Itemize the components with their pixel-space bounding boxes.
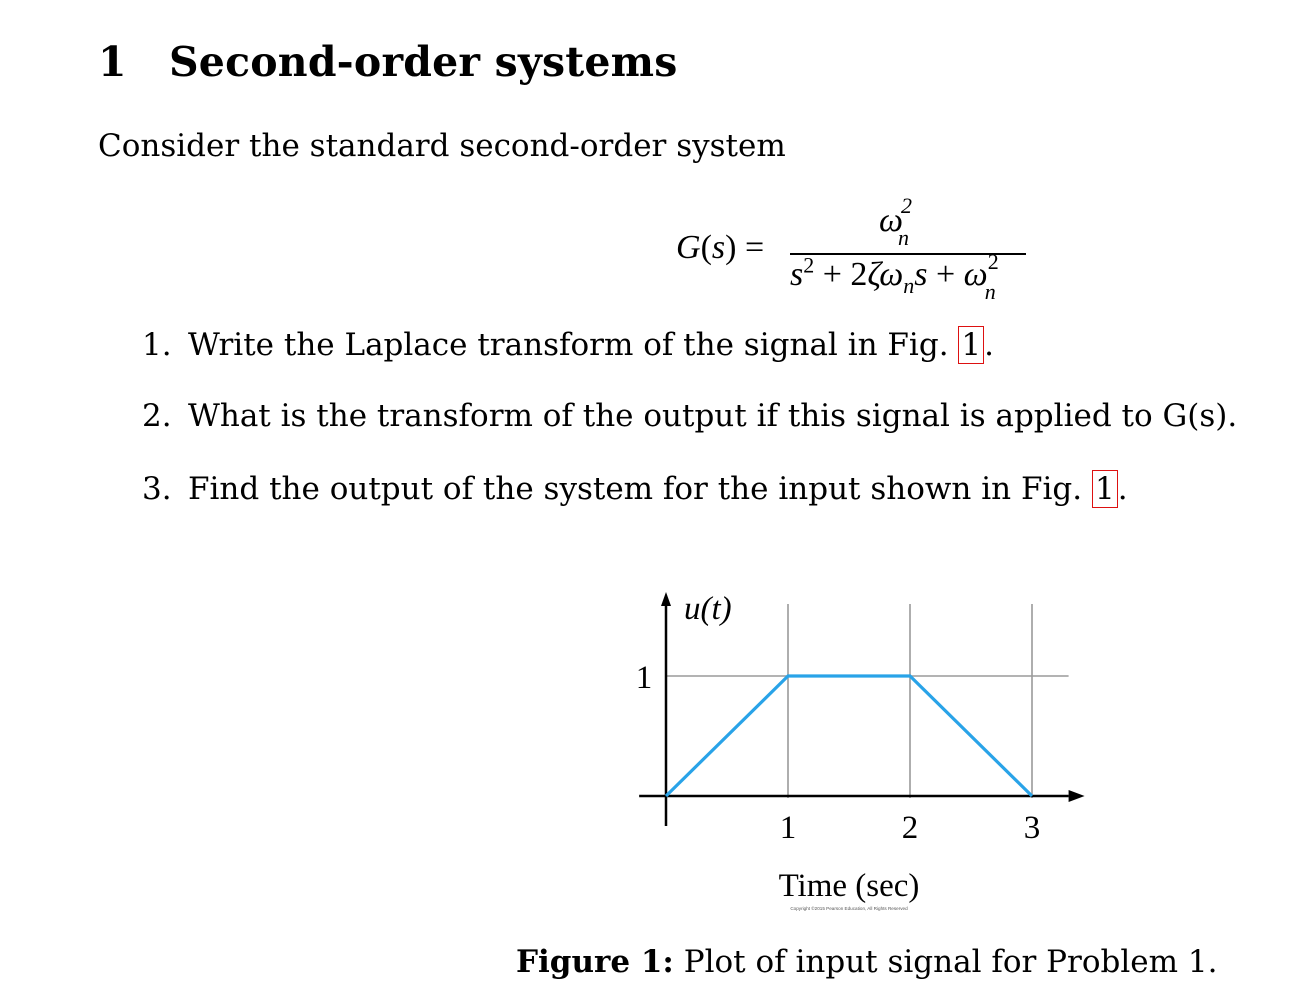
section-number: 1 bbox=[98, 38, 127, 86]
equation-denominator: $s^2 + 2\zeta\omega_ns + \omega^2_n$ bbox=[790, 248, 999, 304]
x-tick-label: 1 bbox=[779, 810, 797, 846]
question-list bbox=[142, 326, 1237, 542]
y-axis-arrow bbox=[661, 592, 671, 606]
x-axis-label: Time (sec) bbox=[778, 868, 920, 904]
y-axis-label: u(t) bbox=[684, 591, 732, 627]
x-tick-label: 3 bbox=[1023, 810, 1041, 846]
signal-plot bbox=[620, 580, 1100, 920]
figure-ref-link[interactable]: 1 bbox=[958, 326, 984, 364]
intro-text: Consider the standard second-order system bbox=[98, 128, 786, 164]
y-tick-label: 1 bbox=[635, 660, 653, 696]
section-heading bbox=[98, 38, 678, 86]
equation-numerator: $\omega^2_n$ bbox=[878, 192, 912, 250]
section-title: Second-order systems bbox=[169, 38, 678, 86]
figure-caption: Figure 1: Plot of input signal for Problem 1. bbox=[516, 944, 1218, 980]
question-item: 1. Write the Laplace transform of the signal in Fig. 1. bbox=[142, 327, 994, 363]
figure-ref-link[interactable]: 1 bbox=[1092, 470, 1118, 508]
x-tick-label: 2 bbox=[901, 810, 919, 846]
copyright-note: Copyright ©2015 Pearson Education, All Rights Reserved bbox=[790, 906, 908, 911]
equation-lhs: G(s) = bbox=[676, 229, 765, 266]
input-signal-figure bbox=[620, 580, 1100, 920]
question-item: 2. What is the transform of the output if this signal is applied to G(s). bbox=[142, 398, 1238, 434]
transfer-function-equation bbox=[676, 192, 1036, 304]
question-item: 3. Find the output of the system for the input shown in Fig. 1. bbox=[142, 471, 1128, 507]
x-axis-arrow bbox=[1069, 790, 1085, 802]
signal-line bbox=[666, 676, 1032, 796]
